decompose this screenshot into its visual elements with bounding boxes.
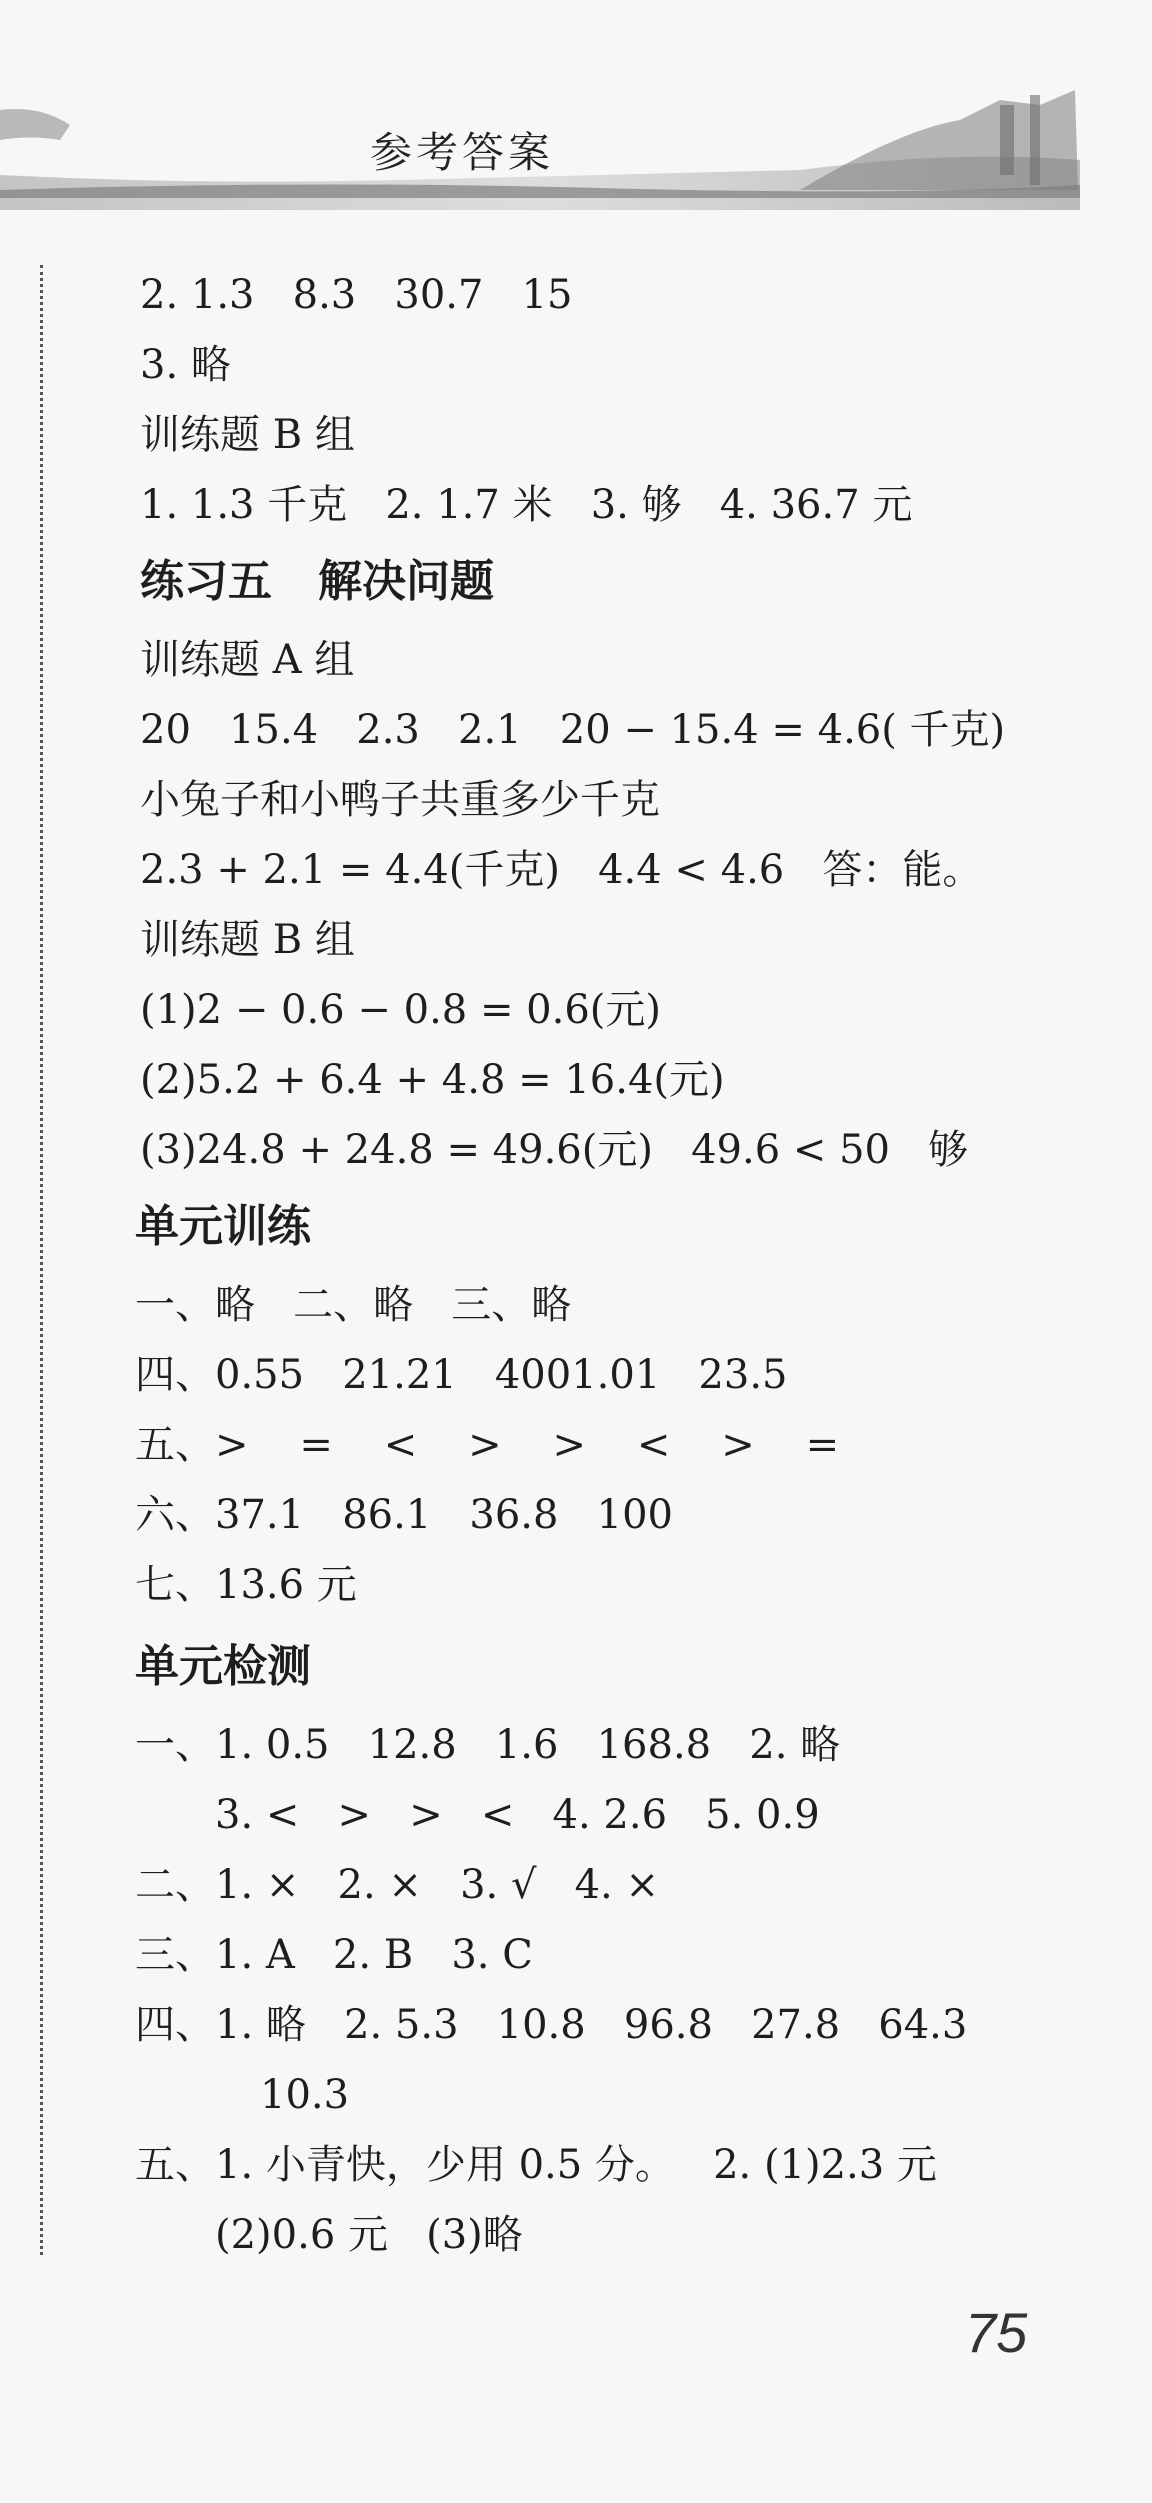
answer-line: 五、> = < > > < > = <box>135 1422 840 1468</box>
answer-line: 一、1. 0.5 12.8 1.6 168.8 2. 略 <box>135 1722 841 1768</box>
subheading-line: 训练题 B 组 <box>140 412 355 458</box>
answer-line: 1. 1.3 千克 2. 1.7 米 3. 够 4. 36.7 元 <box>140 482 913 528</box>
header-title: 参考答案 <box>370 128 555 177</box>
section-heading: 单元检测 <box>135 1641 311 1692</box>
answer-line: (2)0.6 元 (3)略 <box>215 2212 523 2258</box>
answer-line: 三、1. A 2. B 3. C <box>135 1932 533 1978</box>
section-heading: 单元训练 <box>135 1201 311 1252</box>
answer-line: 2.3 + 2.1 = 4.4(千克) 4.4 < 4.6 答：能。 <box>140 847 983 893</box>
page-header <box>0 80 1080 210</box>
section-heading: 练习五 解决问题 <box>140 556 494 607</box>
answer-line: 四、0.55 21.21 4001.01 23.5 <box>135 1352 788 1398</box>
answer-line: 20 15.4 2.3 2.1 20 − 15.4 = 4.6( 千克) <box>140 707 1006 753</box>
margin-dotted-line <box>40 265 43 2255</box>
answer-line: 一、略 二、略 三、略 <box>135 1282 572 1328</box>
subheading-line: 训练题 A 组 <box>140 637 355 683</box>
answer-line: (3)24.8 + 24.8 = 49.6(元) 49.6 < 50 够 <box>140 1127 969 1173</box>
answer-line: 2. 1.3 8.3 30.7 15 <box>140 272 573 318</box>
answer-line: 10.3 <box>260 2072 350 2118</box>
answer-line: (1)2 − 0.6 − 0.8 = 0.6(元) <box>140 987 661 1033</box>
answer-line: 小兔子和小鸭子共重多少千克 <box>140 777 660 823</box>
answer-line: 七、13.6 元 <box>135 1562 357 1608</box>
answer-line: 五、1. 小青快，少用 0.5 分。 2. (1)2.3 元 <box>135 2142 937 2188</box>
answer-line: 二、1. × 2. × 3. √ 4. × <box>135 1862 659 1908</box>
answer-line: 六、37.1 86.1 36.8 100 <box>135 1492 673 1538</box>
answer-line: 3. 略 <box>140 342 231 388</box>
page-number: 75 <box>965 2301 1028 2364</box>
answer-line: 四、1. 略 2. 5.3 10.8 96.8 27.8 64.3 <box>135 2002 968 2048</box>
answer-line: (2)5.2 + 6.4 + 4.8 = 16.4(元) <box>140 1057 725 1103</box>
answer-line: 3. < > > < 4. 2.6 5. 0.9 <box>215 1792 820 1838</box>
subheading-line: 训练题 B 组 <box>140 917 355 963</box>
